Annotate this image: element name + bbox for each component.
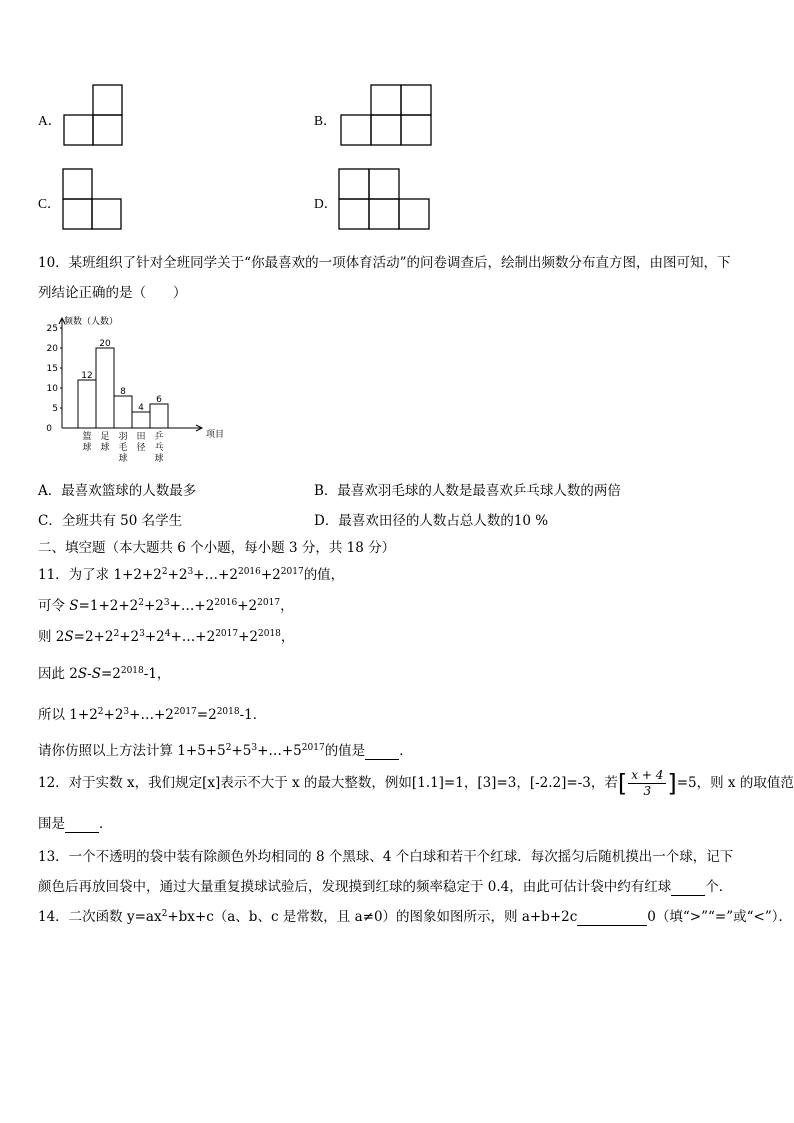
y-tick-label: 25 <box>46 324 58 334</box>
q11-line2: 可令 $S=1+2+2^2+2^3+\dots+2^{2016}+2^{2017}$， <box>38 598 294 614</box>
q11-line3: 则 $2S=2+2^2+2^3+2^4+\dots+2^{2017}+2^{2018}$， <box>38 629 295 645</box>
q12-line2: 围是 ． <box>38 816 113 832</box>
q11-line6: 请你仿照以上方法计算 $1+5+5^2+5^3+\dots+5^{2017}$的值是 ． <box>38 743 413 759</box>
q12-answer-blank[interactable] <box>65 816 99 833</box>
q10-option-d: D．最喜欢田径的人数占总人数的10 % <box>314 513 549 529</box>
bar-value-label: 8 <box>120 387 126 397</box>
y-tick-label: 20 <box>46 344 58 354</box>
q11-line4: 因此 $2S-S=2^{2018}-1$， <box>38 666 171 682</box>
q10-option-b: B．最喜欢羽毛球的人数是最喜欢乒乓球人数的两倍 <box>314 483 621 499</box>
bar-3 <box>132 412 150 428</box>
option-d-label: D． <box>314 196 338 211</box>
category-label-char: 羽 <box>118 432 128 442</box>
x-axis-label: 项目 <box>206 430 225 440</box>
q14-answer-blank[interactable] <box>577 909 647 926</box>
bar-4 <box>150 404 168 428</box>
category-label-char: 足 <box>100 432 110 442</box>
bar-value-label: 4 <box>138 403 144 413</box>
q11-line5: 所以 $1+2^2+2^3+\dots+2^{2017}=2^{2018}-1$． <box>38 707 267 723</box>
q10-stem-line2: 列结论正确的是（ ） <box>38 285 187 301</box>
q13-line1: 13．一个不透明的袋中装有除颜色外均相同的 8 个黑球、4 个白球和若干个红球．每次摇匀后随机摸出一个球，记下 <box>38 849 734 865</box>
figure-option-b <box>339 83 435 147</box>
q10-option-a: A．最喜欢篮球的人数最多 <box>38 483 197 499</box>
y-tick-label: 15 <box>46 364 58 374</box>
category-label-char: 乓 <box>154 443 164 453</box>
category-label-char: 球 <box>154 454 164 464</box>
y-tick-label: 10 <box>46 384 58 394</box>
bar-0 <box>78 380 96 428</box>
figure-option-a <box>60 83 126 147</box>
bar-1 <box>96 348 114 428</box>
bar-value-label: 12 <box>81 371 93 381</box>
category-label-char: 毛 <box>118 443 128 453</box>
figure-option-d <box>337 167 433 231</box>
y-tick-label: 0 <box>46 424 52 434</box>
figure-option-c <box>60 167 126 231</box>
category-label-char: 径 <box>136 443 146 453</box>
option-b-label: B． <box>314 113 337 128</box>
q13-answer-blank[interactable] <box>671 879 705 896</box>
q10-option-c: C．全班共有 50 名学生 <box>38 513 183 529</box>
y-axis-label: 频数（人数） <box>64 317 119 327</box>
bar-value-label: 20 <box>99 339 111 349</box>
q12-line1: 12．对于实数 x，我们规定[x]表示不大于 x 的最大整数，例如[1.1]=1，[3]=3，[-2.2]=-3，若[ $\frac{x + 4}{3}$ ]=5，则 x 的取值范 <box>38 768 794 798</box>
frequency-histogram <box>40 310 225 470</box>
q13-line2: 颜色后再放回袋中，通过大量重复摸球试验后，发现摸到红球的频率稳定于 0.4，由此可估计袋中约有红球 个． <box>38 879 733 895</box>
category-label-char: 球 <box>100 443 110 453</box>
category-label-char: 球 <box>118 454 128 464</box>
chart-labels <box>46 315 224 464</box>
bar-value-label: 6 <box>156 395 162 405</box>
category-label-char: 田 <box>136 432 146 442</box>
q11-line1: 11．为了求 $1+2+2^2+2^3+\dots+2^{2016}+2^{2017}$的值， <box>38 567 345 583</box>
category-label-char: 篮 <box>82 432 92 442</box>
left-bracket: [ <box>617 769 628 798</box>
q11-answer-blank[interactable] <box>365 743 399 760</box>
category-label-char: 乒 <box>154 432 164 442</box>
right-bracket: ] <box>667 769 677 798</box>
fraction: $\frac{x + 4}{3}$ <box>628 768 666 799</box>
option-a-label: A． <box>38 113 62 128</box>
q14-line: 14．二次函数 $y=ax^2+bx+c(a$、b、c 是常数，且 a≠0）的图象如图所示，则 a+b+2c 0（填“>”“=”或“<”）． <box>38 909 792 925</box>
bar-2 <box>114 396 132 428</box>
section-2-title: 二、填空题（本大题共 6 个小题，每小题 3 分，共 18 分） <box>38 540 396 556</box>
y-tick-label: 5 <box>52 404 58 414</box>
q10-stem-line1: 10．某班组织了针对全班同学关于“你最喜欢的一项体育活动”的问卷调查后，绘制出频数分布直方图，由图可知，下 <box>38 255 731 271</box>
category-label-char: 球 <box>82 443 92 453</box>
option-c-label: C． <box>38 196 61 211</box>
